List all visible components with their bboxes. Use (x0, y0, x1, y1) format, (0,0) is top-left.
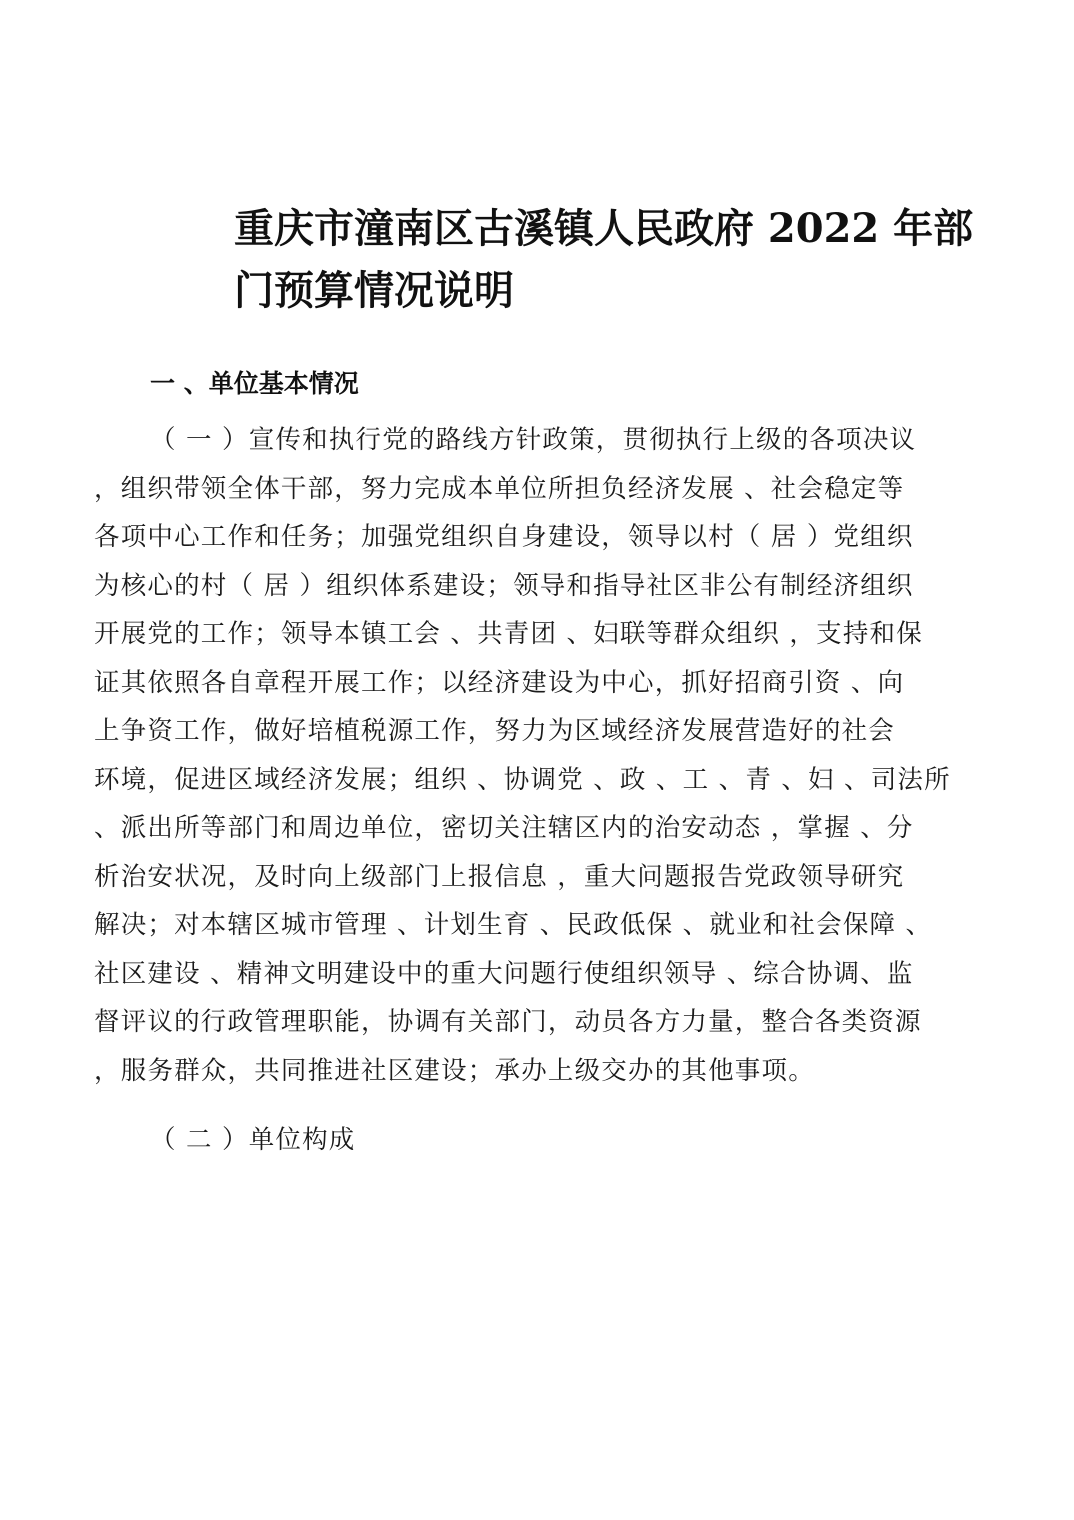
paragraph-line: 证其依照各自章程开展工作；以经济建设为中心，抓好招商引资 、向 (94, 667, 905, 698)
paragraph-line: 解决；对本辖区城市管理 、计划生育 、民政低保 、就业和社会保障 、 (94, 910, 933, 940)
paragraph-line: （ 一 ）宣传和执行党的路线方针政策，贯彻执行上级的各项决议 (150, 425, 917, 455)
paragraph-line: 环境，促进区域经济发展；组织 、协调党 、政 、工 、青 、妇 、司法所 (94, 764, 951, 795)
title-line-1: 重庆市潼南区古溪镇人民政府 2022 年部 (234, 205, 974, 252)
paragraph-unit-functions (94, 416, 974, 1095)
paragraph-line: ，服务群众，共同推进社区建设；承办上级交办的其他事项。 (94, 1055, 815, 1086)
paragraph-line: 督评议的行政管理职能，协调有关部门，动员各方力量，整合各类资源 (94, 1007, 922, 1037)
paragraph-line: 社区建设 、精神文明建设中的重大问题行使组织领导 、综合协调、监 (94, 958, 914, 989)
title-line-2: 门预算情况说明 (234, 267, 514, 314)
paragraph-line: 各项中心工作和任务；加强党组织自身建设，领导以村（ 居 ）党组织 (94, 522, 914, 552)
paragraph-line: ，组织带领全体干部，努力完成本单位所担负经济发展 、社会稳定等 (94, 473, 905, 504)
paragraph-line: 开展党的工作；领导本镇工会 、共青团 、妇联等群众组织 ，支持和保 (94, 619, 923, 649)
paragraph-line: 上争资工作，做好培植税源工作，努力为区域经济发展营造好的社会 (94, 716, 896, 746)
document-title (234, 198, 974, 322)
subsection-heading-unit-composition: （ 二 ）单位构成 (150, 1125, 356, 1155)
paragraph-line: 为核心的村（ 居 ）组织体系建设；领导和指导社区非公有制经济组织 (94, 570, 914, 601)
paragraph-line: 析治安状况，及时向上级部门上报信息 ，重大问题报告党政领导研究 (94, 861, 905, 892)
section-heading-basic-info: 一 、单位基本情况 (150, 369, 359, 398)
paragraph-line: 、派出所等部门和周边单位，密切关注辖区内的治安动态 ，掌握 、分 (94, 813, 914, 843)
